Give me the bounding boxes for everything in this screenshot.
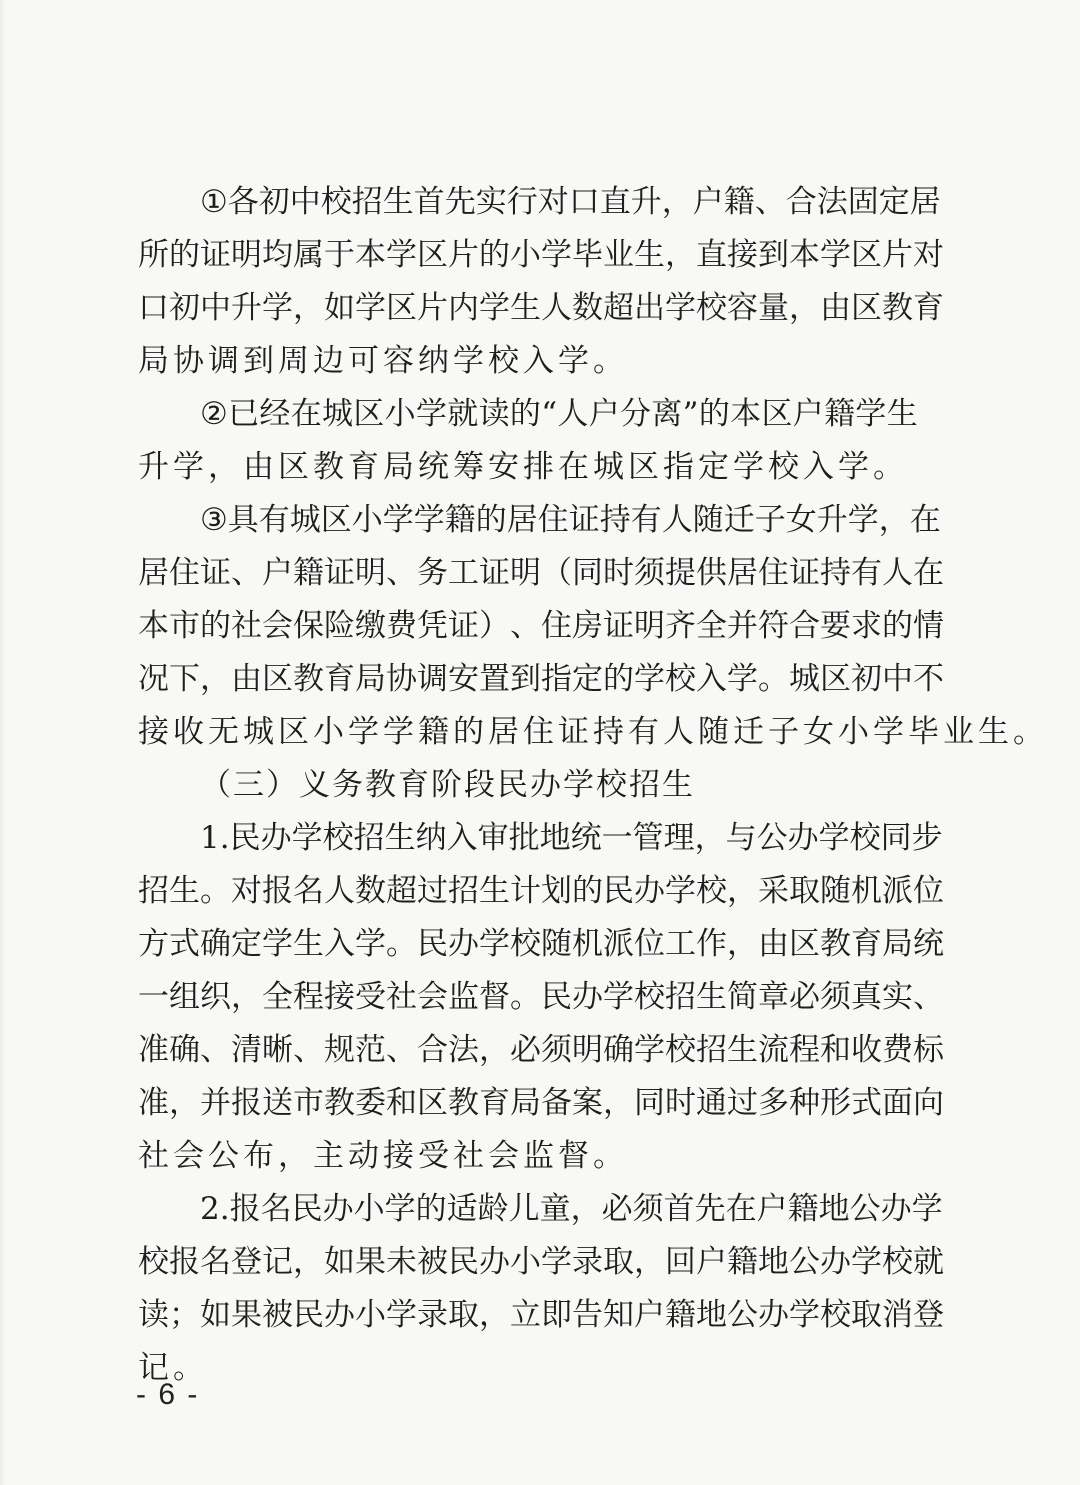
paragraph [138,812,944,1183]
text-line: 招 生 。 对 报 名 人 数 超 过 招 生 计 划 的 民 办 学 校 ， 采 取 随 机 派 位 [138,873,944,909]
text-line: 准 ， 并 报 送 市 教 委 和 区 教 育 局 备 案 ， 同 时 通 过 多 种 形 式 面 向 [138,1085,944,1121]
page-number: - 6 - [136,1378,200,1411]
paragraph [138,176,944,388]
text-line: 2 . 报 名 民 办 小 学 的 适 龄 儿 童 ， 必 须 首 先 在 户 籍 地 公 办 学 [200,1191,943,1227]
text-line: ② 已 经 在 城 区 小 学 就 读 的 “ 人 户 分 离 ” 的 本 区 户 籍 学 生 [200,396,918,432]
text-line: 局协调到周边可容纳学校入学。 [138,343,628,379]
text-line: （三）义务教育阶段民办学校招生 [200,767,695,803]
document-body [138,176,1048,1395]
text-line: 所 的 证 明 均 属 于 本 学 区 片 的 小 学 毕 业 生 ， 直 接 到 本 学 区 片 对 [138,237,944,273]
text-line: ① 各 初 中 校 招 生 首 先 实 行 对 口 直 升 ， 户 籍 、 合 法 固 定 居 [200,184,941,220]
paragraph [138,494,1048,759]
text-line: 一 组 织 ， 全 程 接 受 社 会 监 督 。 民 办 学 校 招 生 简 章 必 须 真 实 、 [138,979,944,1015]
text-line: 方 式 确 定 学 生 入 学 。 民 办 学 校 随 机 派 位 工 作 ， 由 区 教 育 局 统 [138,926,944,962]
text-line: 1 . 民 办 学 校 招 生 纳 入 审 批 地 统 一 管 理 ， 与 公 办 学 校 同 步 [200,820,943,856]
text-line: 社会公布，主动接受社会监督。 [138,1138,628,1174]
text-line: 况 下 ， 由 区 教 育 局 协 调 安 置 到 指 定 的 学 校 入 学 。 城 区 初 中 不 [138,661,944,697]
text-line: 口 初 中 升 学 ， 如 学 区 片 内 学 生 人 数 超 出 学 校 容 量 ， 由 区 教 育 [138,290,944,326]
paragraph [138,388,918,494]
text-line: 本 市 的 社 会 保 险 缴 费 凭 证 ） 、 住 房 证 明 齐 全 并 符 合 要 求 的 情 [138,608,944,644]
text-line: 接收无城区小学学籍的居住证持有人随迁子女小学毕业生。 [138,714,1048,750]
text-line: ③ 具 有 城 区 小 学 学 籍 的 居 住 证 持 有 人 随 迁 子 女 升 学 ， 在 [200,502,941,538]
text-line: 读 ； 如 果 被 民 办 小 学 录 取 ， 立 即 告 知 户 籍 地 公 办 学 校 取 消 登 [138,1297,944,1333]
text-line: 准 确 、 清 晰 、 规 范 、 合 法 ， 必 须 明 确 学 校 招 生 流 程 和 收 费 标 [138,1032,944,1068]
section-heading [138,759,918,812]
scan-edge-shadow [0,0,6,1485]
text-line: 校 报 名 登 记 ， 如 果 未 被 民 办 小 学 录 取 ， 回 户 籍 地 公 办 学 校 就 [138,1244,944,1280]
paragraph [138,1183,944,1395]
text-line: 升学，由区教育局统筹安排在城区指定学校入学。 [138,449,908,485]
text-line: 居 住 证 、 户 籍 证 明 、 务 工 证 明 （ 同 时 须 提 供 居 住 证 持 有 人 在 [138,555,944,591]
text-line: 记。 [138,1350,208,1386]
